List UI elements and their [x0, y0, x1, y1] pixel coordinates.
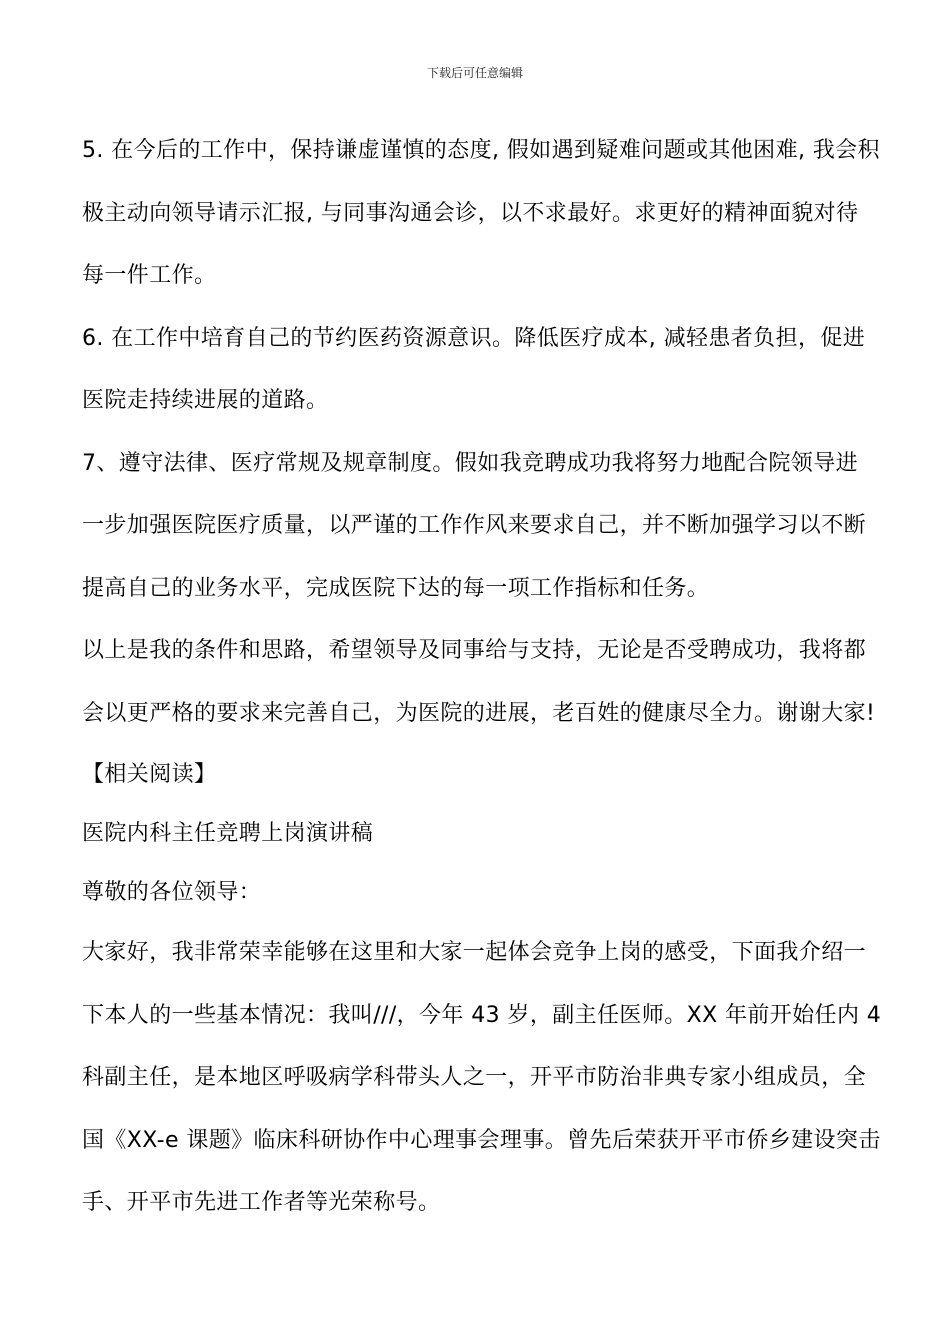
- text-line: 国《XX-e 课题》临床科研协作中心理事会理事。曾先后荣获开平市侨乡建设突击: [82, 1127, 881, 1153]
- text-line: 每一件工作。: [82, 263, 217, 288]
- text-line: 医院走持续进展的道路。: [82, 388, 329, 413]
- text-line: 以上是我的条件和思路，希望领导及同事给与支持，无论是否受聘成功，我将都: [82, 638, 867, 663]
- text-line: 科副主任，是本地区呼吸病学科带头人之一，开平市防治非典专家小组成员，全: [82, 1065, 867, 1090]
- text-line: 6. 在工作中培育自己的节约医药资源意识。降低医疗成本, 减轻患者负担，促进: [82, 325, 866, 351]
- text-line: 大家好，我非常荣幸能够在这里和大家一起体会竞争上岗的感受，下面我介绍一: [82, 940, 867, 965]
- text-line: 会以更严格的要求来完善自己，为医院的进展，老百姓的健康尽全力。谢谢大家!: [82, 700, 876, 726]
- paragraph-closing: [82, 620, 876, 745]
- paragraph-item-7: [82, 433, 872, 621]
- document-body: [82, 120, 882, 1235]
- text-line: 极主动向领导请示汇报, 与同事沟通会诊，以不求最好。求更好的精神面貌对待: [82, 200, 859, 226]
- page-header-note: 下载后可任意编辑: [426, 66, 523, 80]
- text-line: 手、开平市先进工作者等光荣称号。: [82, 1190, 441, 1215]
- text-line: 提高自己的业务水平，完成医院下达的每一项工作指标和任务。: [82, 575, 710, 601]
- paragraph-item-5: [82, 120, 880, 308]
- related-article-title: 医院内科主任竞聘上岗演讲稿: [82, 821, 374, 846]
- text-line: 5. 在今后的工作中，保持谦虚谨慎的态度, 假如遇到疑难问题或其他困难, 我会积: [82, 138, 880, 163]
- text-line: 下本人的一些基本情况：我叫///，今年 43 岁，副主任医师。XX 年前开始任内 4: [82, 1002, 882, 1028]
- salutation: 尊敬的各位领导：: [82, 880, 262, 905]
- text-line: 7、遵守法律、医疗常规及规章制度。假如我竞聘成功我将努力地配合院领导进: [82, 450, 858, 476]
- paragraph-intro: [82, 922, 882, 1235]
- text-line: 一步加强医院医疗质量，以严谨的工作作风来要求自己，并不断加强学习以不断: [82, 513, 867, 538]
- paragraph-item-6: [82, 308, 872, 433]
- related-reading-heading: 【相关阅读】: [82, 762, 217, 787]
